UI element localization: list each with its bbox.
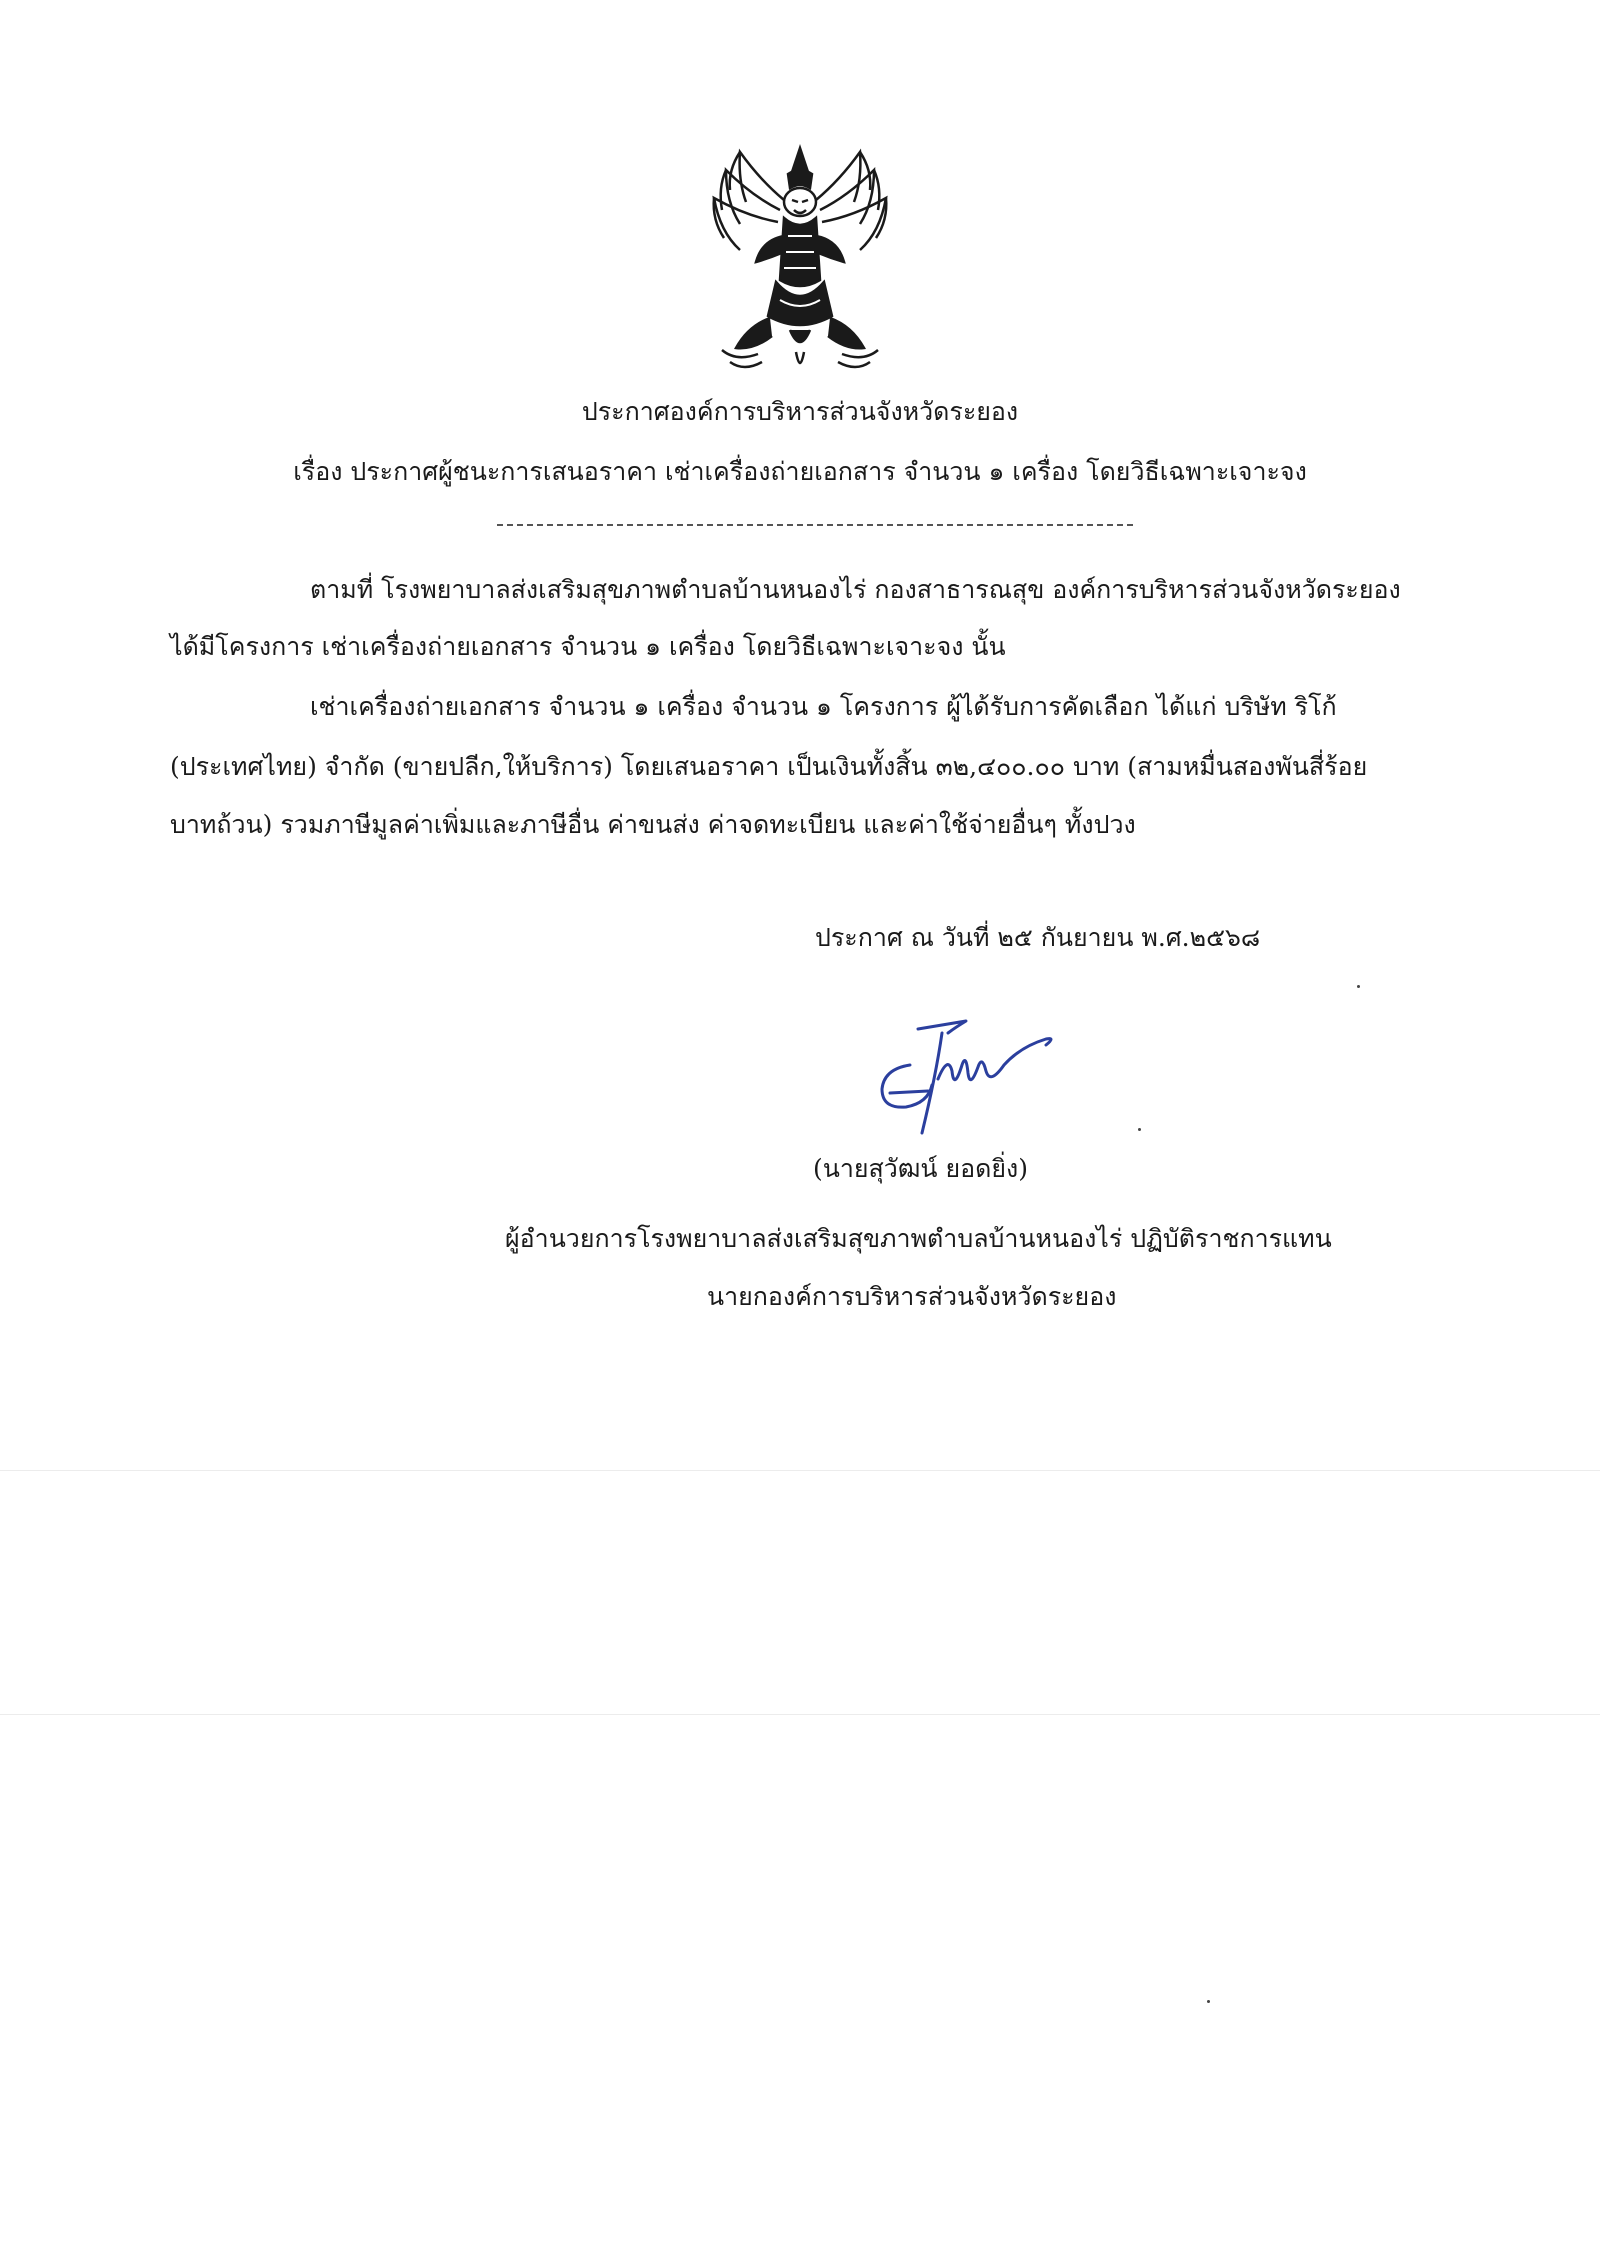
announcement-subject: เรื่อง ประกาศผู้ชนะการเสนอราคา เช่าเครื่องถ่ายเอกสาร จำนวน ๑ เครื่อง โดยวิธีเฉพาะเจาะจง [293,457,1307,486]
announcement-date: ประกาศ ณ วันที่ ๒๕ กันยายน พ.ศ.๒๕๖๘ [815,923,1261,952]
paragraph-2-line-3: บาทถ้วน) รวมภาษีมูลค่าเพิ่มและภาษีอื่น ค่าขนส่ง ค่าจดทะเบียน และค่าใช้จ่ายอื่นๆ ทั้งปวง [170,810,1136,839]
scan-artifact-line [0,1470,1600,1471]
signatory-position-line-1: ผู้อำนวยการโรงพยาบาลส่งเสริมสุขภาพตำบลบ้านหนองไร่ ปฏิบัติราชการแทน [505,1224,1332,1253]
signatory-position-line-2: นายกองค์การบริหารส่วนจังหวัดระยอง [707,1282,1117,1311]
scan-artifact-line [0,1714,1600,1715]
scan-speck [1207,2000,1210,2003]
paragraph-1-line-2: ได้มีโครงการ เช่าเครื่องถ่ายเอกสาร จำนวน ๑ เครื่อง โดยวิธีเฉพาะเจาะจง นั้น [170,632,1006,661]
scan-speck [1357,985,1360,988]
paragraph-1-line-1: ตามที่ โรงพยาบาลส่งเสริมสุขภาพตำบลบ้านหนองไร่ กองสาธารณสุข องค์การบริหารส่วนจังหวัดระยอง [310,575,1401,604]
divider-rule [497,524,1133,526]
handwritten-signature-icon [870,1015,1090,1145]
announcement-organization: ประกาศองค์การบริหารส่วนจังหวัดระยอง [581,397,1019,426]
paragraph-2-line-1: เช่าเครื่องถ่ายเอกสาร จำนวน ๑ เครื่อง จำนวน ๑ โครงการ ผู้ได้รับการคัดเลือก ได้แก่ บริษัท ริโก้ [310,692,1337,721]
garuda-emblem-icon [700,140,900,380]
paragraph-2-line-2: (ประเทศไทย) จำกัด (ขายปลีก,ให้บริการ) โดยเสนอราคา เป็นเงินทั้งสิ้น ๓๒,๔๐๐.๐๐ บาท (สามหมื่นสองพันสี่ร้อย [170,752,1368,781]
signatory-name: (นายสุวัฒน์ ยอดยิ่ง) [813,1154,1028,1183]
scan-speck [1138,1128,1141,1131]
